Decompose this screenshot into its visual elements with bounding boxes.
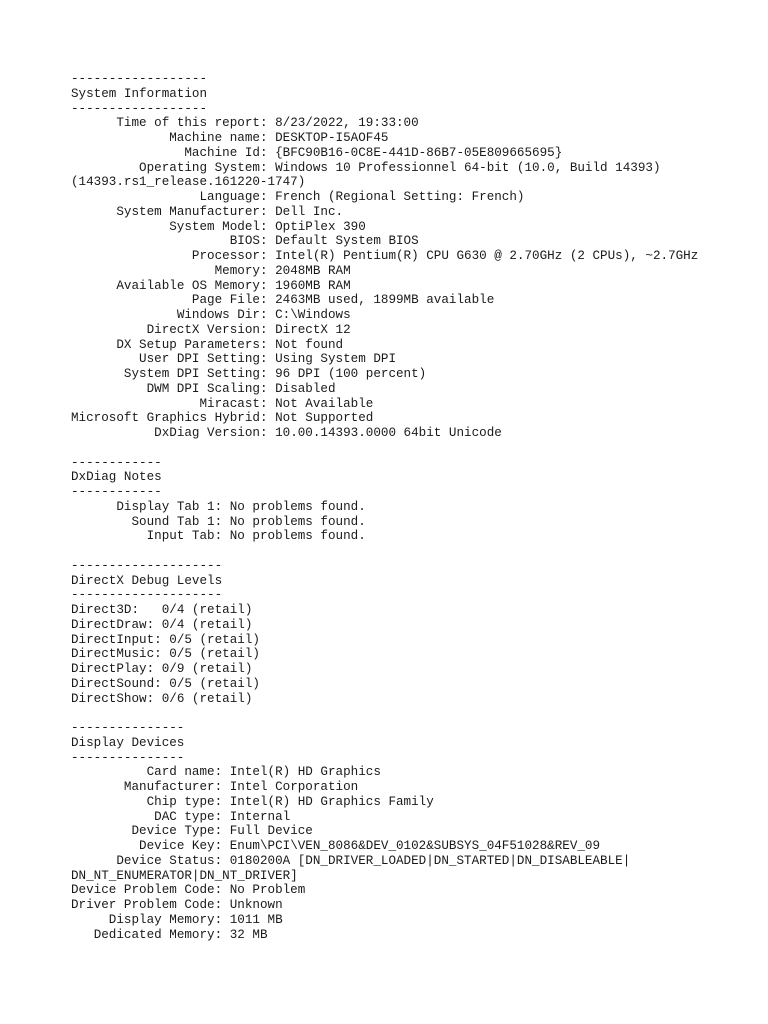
info-key: Windows Dir <box>176 308 260 322</box>
info-value: 0/4 (retail) <box>161 617 253 632</box>
info-key: DirectMusic <box>71 647 155 662</box>
info-key: DWM DPI Scaling <box>146 381 260 396</box>
info-key: Device Status <box>116 853 215 868</box>
info-row: System Manufacturer: Dell Inc. <box>116 204 344 219</box>
info-row: DWM DPI Scaling: Disabled <box>146 381 336 396</box>
info-row: Direct3D: 0/4 (retail) <box>71 603 253 617</box>
info-row: Chip type: Intel(R) HD Graphics Family <box>146 794 434 809</box>
info-key: User DPI Setting <box>139 352 260 367</box>
info-row: Memory: 2048MB RAM <box>214 263 351 278</box>
info-row: Operating System: Windows 10 Professionnel 64-bit (10.0, Build 14393) <box>139 160 661 175</box>
info-row: DirectShow: 0/6 (retail) <box>71 691 253 706</box>
info-key: DAC type <box>154 809 215 824</box>
info-key: Available OS Memory <box>116 278 260 293</box>
info-row: Sound Tab 1: No problems found. <box>131 514 366 529</box>
info-value: 0/5 (retail) <box>169 632 260 647</box>
info-row: Time of this report: 8/23/2022, 19:33:00 <box>116 116 419 131</box>
info-row: Dedicated Memory: 32 MB <box>93 927 268 942</box>
display-devices-rows <box>71 765 761 942</box>
info-value: Dell Inc. <box>275 204 344 219</box>
info-value: 0180200A [DN_DRIVER_LOADED|DN_STARTED|DN_DISABLEABLE| <box>229 853 631 868</box>
info-row: DirectInput: 0/5 (retail) <box>71 632 260 647</box>
info-row: DirectPlay: 0/9 (retail) <box>71 662 253 676</box>
info-row: DirectMusic: 0/5 (retail) <box>71 647 260 662</box>
info-row: Machine name: DESKTOP-I5AOF45 <box>169 131 389 145</box>
info-value: French (Regional Setting: French) <box>275 190 525 204</box>
section-heading: DirectX Debug Levels <box>71 573 223 588</box>
info-value: Windows 10 Professionnel 64-bit (10.0, Build 14393) <box>275 160 661 175</box>
info-key: Machine Id <box>184 145 260 160</box>
section-rule: --------------- <box>71 750 185 765</box>
info-key: System Model <box>169 219 260 234</box>
info-key: Sound Tab 1 <box>131 514 215 529</box>
info-value: No Problem <box>229 883 306 898</box>
info-row: Manufacturer: Intel Corporation <box>123 780 359 794</box>
info-key: Input Tab <box>146 529 215 544</box>
info-row: User DPI Setting: Using System DPI <box>139 352 396 367</box>
info-key: DirectInput <box>71 632 155 647</box>
info-value: Intel Corporation <box>229 780 359 794</box>
info-row: System Model: OptiPlex 390 <box>169 219 366 234</box>
info-key: Device Key <box>139 839 215 853</box>
info-row: DirectDraw: 0/4 (retail) <box>71 617 253 632</box>
info-row: Device Type: Full Device <box>131 824 313 839</box>
info-key: Display Memory <box>108 912 215 927</box>
info-row: Input Tab: No problems found. <box>146 529 366 544</box>
section-heading: DxDiag Notes <box>71 470 162 485</box>
info-row: Card name: Intel(R) HD Graphics <box>146 765 381 780</box>
info-value: C:\Windows <box>275 308 351 322</box>
info-value: 1011 MB <box>229 912 283 927</box>
info-row: Device Key: Enum\PCI\VEN_8086&DEV_0102&SUBSYS_04F51028&REV_09 <box>139 839 601 853</box>
info-row: Page File: 2463MB used, 1899MB available <box>191 293 495 308</box>
info-key: DirectDraw <box>71 617 147 632</box>
info-key: Direct3D <box>71 603 132 617</box>
info-key: Chip type <box>146 794 215 809</box>
info-value: Enum\PCI\VEN_8086&DEV_0102&SUBSYS_04F51028&REV_09 <box>229 839 601 853</box>
info-key: Memory <box>214 263 260 278</box>
info-value: 32 MB <box>229 927 268 942</box>
info-value: Using System DPI <box>275 352 396 367</box>
info-value: 0/4 (retail) <box>161 603 253 617</box>
info-value: 2048MB RAM <box>275 263 351 278</box>
info-value: 0/6 (retail) <box>161 691 253 706</box>
info-row: BIOS: Default System BIOS <box>229 234 419 249</box>
section-rule: ------------------ <box>71 101 208 116</box>
info-row: Miracast: Not Available <box>199 396 374 411</box>
info-value: No problems found. <box>229 529 366 544</box>
info-value: Not Supported <box>275 411 374 426</box>
directx-debug-rows <box>71 603 761 706</box>
section-rule: ------------ <box>71 455 162 470</box>
section-rule: -------------------- <box>71 588 223 603</box>
info-value: 0/5 (retail) <box>169 647 260 662</box>
info-key: DirectPlay <box>71 662 147 676</box>
info-value: Intel(R) HD Graphics <box>229 765 381 780</box>
info-key: Time of this report <box>116 116 260 131</box>
info-value: DESKTOP-I5AOF45 <box>275 131 389 145</box>
dxdiag-notes-rows <box>71 500 761 544</box>
info-row: Display Memory: 1011 MB <box>108 912 283 927</box>
section-rule: ------------ <box>71 485 162 499</box>
info-value: DirectX 12 <box>275 322 351 337</box>
info-value: Disabled <box>275 381 336 396</box>
info-row: DAC type: Internal <box>154 809 291 824</box>
info-value: 96 DPI (100 percent) <box>275 367 427 381</box>
info-row: DirectSound: 0/5 (retail) <box>71 676 260 691</box>
info-key: System Manufacturer <box>116 204 260 219</box>
info-row: DxDiag Version: 10.00.14393.0000 64bit Unicode <box>154 426 502 440</box>
info-row: Windows Dir: C:\Windows <box>176 308 351 322</box>
info-row: Microsoft Graphics Hybrid: Not Supported <box>71 411 374 426</box>
info-key: Display Tab 1 <box>116 499 215 514</box>
info-value: Intel(R) HD Graphics Family <box>229 794 434 809</box>
info-value: 10.00.14393.0000 64bit Unicode <box>275 426 502 440</box>
info-row: Driver Problem Code: Unknown <box>71 898 283 912</box>
info-row: Machine Id: {BFC90B16-0C8E-441D-86B7-05E809665695} <box>184 145 563 160</box>
info-key: Miracast <box>199 396 260 411</box>
section-heading: System Information <box>71 86 208 101</box>
info-value: Default System BIOS <box>275 234 419 249</box>
info-row: DirectX Version: DirectX 12 <box>146 322 351 337</box>
info-row: Device Status: 0180200A [DN_DRIVER_LOADED|DN_STARTED|DN_DISABLEABLE| <box>116 853 631 868</box>
info-key: Card name <box>146 765 215 780</box>
info-value: No problems found. <box>229 499 366 514</box>
info-row: DX Setup Parameters: Not found <box>116 337 344 352</box>
info-value: Intel(R) Pentium(R) CPU G630 @ 2.70GHz (2 CPUs), ~2.7GHz <box>275 249 699 263</box>
info-key: Manufacturer <box>123 780 215 794</box>
info-key: Device Problem Code <box>71 883 215 898</box>
info-key: DirectX Version <box>146 322 260 337</box>
section-rule: -------------------- <box>71 558 223 573</box>
info-key: DX Setup Parameters <box>116 337 260 352</box>
info-row: Display Tab 1: No problems found. <box>116 499 366 514</box>
info-value: OptiPlex 390 <box>275 219 366 234</box>
info-row: Device Problem Code: No Problem <box>71 883 306 898</box>
dxdiag-report <box>71 72 761 942</box>
info-value: 2463MB used, 1899MB available <box>275 293 495 308</box>
info-value: 8/23/2022, 19:33:00 <box>275 116 419 131</box>
info-value-continuation: (14393.rs1_release.161220-1747) <box>71 175 306 190</box>
info-key: Page File <box>191 293 260 308</box>
info-key: DxDiag Version <box>154 426 260 440</box>
info-row: System DPI Setting: 96 DPI (100 percent) <box>123 367 427 381</box>
section-heading: Display Devices <box>71 735 185 750</box>
info-key: Operating System <box>139 160 260 175</box>
info-value: Internal <box>229 809 291 824</box>
info-row: Available OS Memory: 1960MB RAM <box>116 278 351 293</box>
info-key: System DPI Setting <box>123 367 260 381</box>
info-key: Microsoft Graphics Hybrid <box>71 411 260 426</box>
info-value: 0/9 (retail) <box>161 662 253 676</box>
section-rule: --------------- <box>71 721 185 735</box>
info-value: No problems found. <box>229 514 366 529</box>
info-key: Dedicated Memory <box>93 927 215 942</box>
info-value: {BFC90B16-0C8E-441D-86B7-05E809665695} <box>275 145 563 160</box>
info-value: 1960MB RAM <box>275 278 351 293</box>
info-value-continuation: DN_NT_ENUMERATOR|DN_NT_DRIVER] <box>71 868 298 883</box>
info-key: Language <box>199 190 260 204</box>
section-rule: ------------------ <box>71 72 208 86</box>
info-key: Driver Problem Code <box>71 898 215 912</box>
info-key: BIOS <box>229 234 260 249</box>
info-row: Language: French (Regional Setting: French) <box>199 190 525 204</box>
info-value: Full Device <box>229 824 313 839</box>
info-value: 0/5 (retail) <box>169 676 260 691</box>
info-value: Not Available <box>275 396 374 411</box>
info-key: Processor <box>191 249 260 263</box>
info-value: Not found <box>275 337 344 352</box>
info-key: DirectSound <box>71 676 155 691</box>
info-key: DirectShow <box>71 691 147 706</box>
system-information-rows <box>71 116 761 441</box>
info-key: Machine name <box>169 131 260 145</box>
info-value: Unknown <box>229 898 283 912</box>
info-key: Device Type <box>131 824 215 839</box>
info-row: Processor: Intel(R) Pentium(R) CPU G630 @ 2.70GHz (2 CPUs), ~2.7GHz <box>191 249 699 263</box>
